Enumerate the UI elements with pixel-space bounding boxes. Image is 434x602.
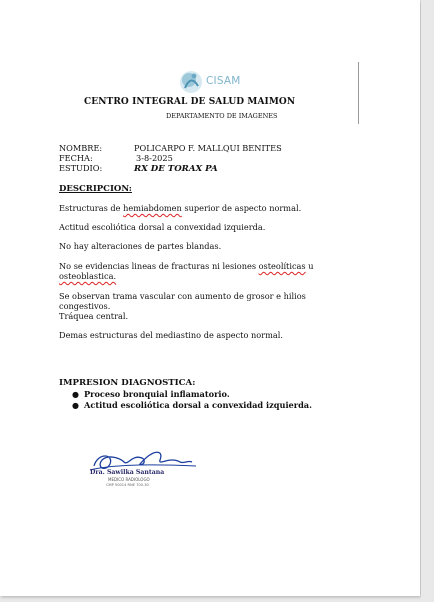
- p4-text-start: No se evidencias lineas de fracturas ni lesiones: [59, 261, 259, 271]
- date-row: [59, 153, 173, 163]
- department-name: DEPARTAMENTO DE IMAGENES: [166, 112, 278, 120]
- signature-registry: CMP 50014 RNE 700-30: [106, 483, 149, 487]
- organization-title: CENTRO INTEGRAL DE SALUD MAIMON: [84, 97, 296, 107]
- margin-marker: [358, 62, 359, 124]
- spellcheck-word: hemiabdomen: [123, 203, 182, 213]
- signature-role: MEDICO RADIOLOGO: [108, 477, 150, 482]
- patient-name-row: [59, 143, 282, 153]
- cisam-logo: [176, 68, 246, 96]
- description-paragraph-1: [59, 203, 359, 213]
- description-paragraph-6: Tráquea central.: [59, 311, 129, 321]
- impression-item-text: Proceso bronquial inflamatorio.: [84, 389, 230, 399]
- signature-scribble: [94, 452, 192, 468]
- date-value: 3-8-2025: [136, 153, 173, 163]
- bullet-icon: ●: [72, 389, 79, 399]
- patient-name-label: NOMBRE:: [59, 143, 103, 153]
- description-paragraph-7: Demas estructuras del mediastino de aspecto normal.: [59, 330, 283, 340]
- logo-text: CISAM: [206, 75, 241, 87]
- description-paragraph-3: No hay alteraciones de partes blandas.: [59, 241, 222, 251]
- spellcheck-word: osteolíticas: [258, 261, 306, 271]
- impression-item-text: Actitud escoliótica dorsal a convexidad izquierda.: [84, 399, 312, 410]
- study-label: ESTUDIO:: [59, 163, 103, 173]
- patient-name-value: POLICARPO F. MALLQUI BENITES: [134, 143, 282, 153]
- description-paragraph-2: Actitud escoliótica dorsal a convexidad izquierda.: [59, 222, 266, 232]
- p1-text-start: Estructuras de: [59, 203, 124, 213]
- p4-text-mid: u: [305, 261, 314, 271]
- study-value: RX DE TORAX PA: [134, 164, 218, 174]
- description-label: DESCRIPCION:: [59, 184, 132, 194]
- description-paragraph-4: [59, 261, 359, 281]
- date-label: FECHA:: [59, 153, 93, 163]
- logo-emblem-icon: [176, 68, 206, 96]
- description-paragraph-5: Se observan trama vascular con aumento de grosor e hilios congestivos.: [59, 291, 306, 311]
- impression-item: [72, 389, 312, 400]
- signature-name: Dra. Sawilka Santana: [90, 469, 165, 476]
- study-row: [59, 163, 218, 174]
- impression-list: [72, 389, 312, 410]
- impression-title: IMPRESION DIAGNOSTICA:: [59, 378, 196, 388]
- bullet-icon: ●: [72, 399, 79, 410]
- impression-item: [72, 400, 312, 411]
- signature-stamp: [84, 444, 208, 490]
- viewer-background: [421, 0, 434, 602]
- p1-text-end: superior de aspecto normal.: [181, 203, 302, 213]
- spellcheck-word: osteoblastica.: [59, 271, 117, 281]
